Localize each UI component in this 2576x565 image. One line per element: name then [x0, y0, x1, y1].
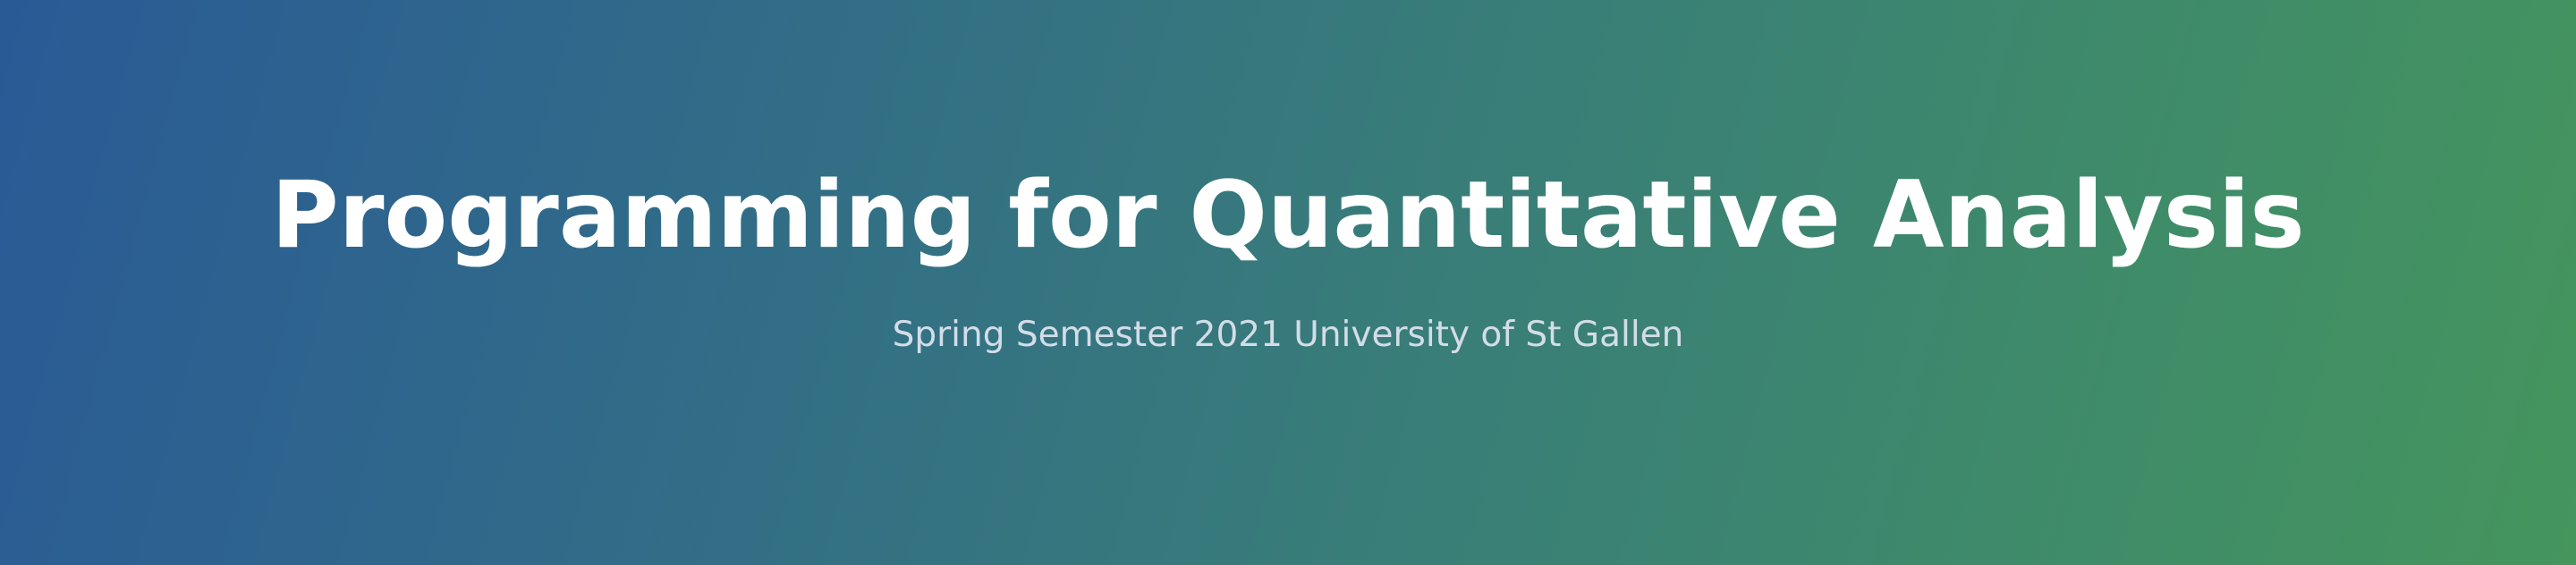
page-subtitle: Spring Semester 2021 University of St Gallen	[892, 315, 1684, 355]
page-title: Programming for Quantitative Analysis	[271, 162, 2305, 269]
hero-content	[0, 157, 2576, 358]
